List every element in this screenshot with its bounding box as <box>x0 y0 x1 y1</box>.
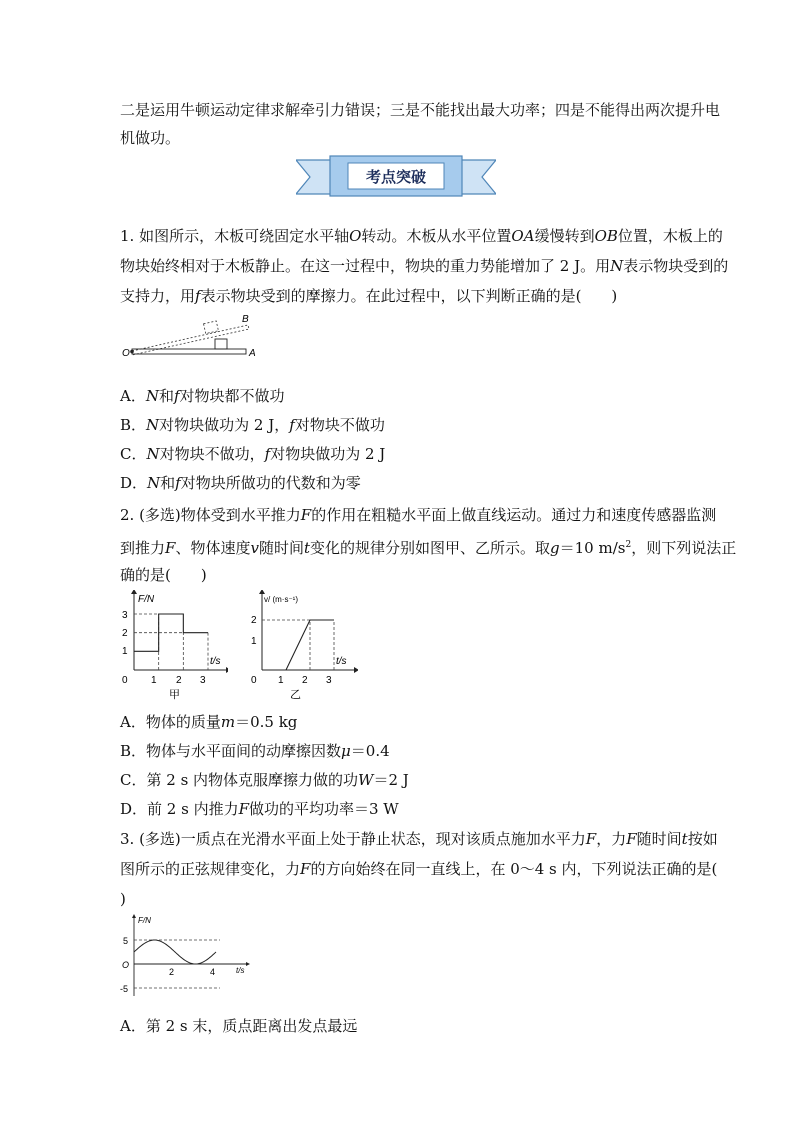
x-tick-2: 2 <box>169 967 175 977</box>
label-a: A <box>249 348 256 359</box>
y-tick-2: 2 <box>251 615 257 626</box>
q2-line-3: 确的是( ) <box>120 566 207 584</box>
x-tick-1: 1 <box>278 675 284 686</box>
velocity-series-line <box>262 620 334 670</box>
banner-label: 考点突破 <box>365 168 427 186</box>
guide-lines <box>134 614 208 670</box>
pivot-point <box>130 350 134 354</box>
q2-line-1: 2. (多选)物体受到水平推力F的作用在粗糙水平面上做直线运动。通过力和速度传感器监测 <box>120 506 717 524</box>
q2-line-2: 到推力F、物体速度v随时间t变化的规律分别如图甲、乙所示。取g＝10 $m/s^2$，则下列说法正 <box>120 539 737 557</box>
x-tick-0: 0 <box>122 675 128 686</box>
x-axis-label: t/s <box>236 966 245 975</box>
q1-option-d: D．N和f对物块所做功的代数和为零 <box>120 474 361 492</box>
q1-option-a: A．N和f对物块都不做功 <box>120 387 285 405</box>
q2-option-b: B．物体与水平面间的动摩擦因数μ＝0.4 <box>120 742 390 760</box>
y-tick-1: 1 <box>251 636 257 647</box>
q1-option-c: C．N对物块不做功，f对物块做功为 2 J <box>120 445 386 463</box>
x-tick-4: 4 <box>210 967 216 977</box>
q1-option-b: B．N对物块做功为 2 J，f对物块不做功 <box>120 416 385 434</box>
intro-line-1: 二是运用牛顿运动定律求解牵引力错误；三是不能找出最大功率；四是不能得出两次提升电 <box>120 101 721 119</box>
block-on-oa <box>215 339 227 349</box>
q2-option-c: C．第 2 s 内物体克服摩擦力做的功W＝2 J <box>120 771 409 789</box>
board-ob-outline <box>132 325 249 355</box>
x-tick-3: 3 <box>326 675 332 686</box>
y-tick-5: 5 <box>123 936 129 946</box>
intro-line-2: 机做功。 <box>120 129 181 147</box>
chart-caption: 甲 <box>169 689 180 700</box>
chart-velocity-time <box>248 590 358 700</box>
x-tick-2: 2 <box>176 675 182 686</box>
y-tick-2: 2 <box>122 628 128 639</box>
y-axis-label: F/N <box>138 916 151 925</box>
q3-option-a: A．第 2 s 末，质点距离出发点最远 <box>120 1017 358 1035</box>
x-axis-label: t/s <box>210 656 221 667</box>
y-axis-label: F/N <box>138 594 155 605</box>
x-tick-0: 0 <box>251 675 257 686</box>
q3-line-2: 图所示的正弦规律变化，力F的方向始终在同一直线上，在 0～4 s 内，下列说法正确的是( <box>120 860 718 878</box>
q2-option-d: D．前 2 s 内推力F做功的平均功率＝3 W <box>120 800 399 818</box>
x-axis-label: t/s <box>336 656 347 667</box>
q3-line-1: 3. (多选)一质点在光滑水平面上处于静止状态，现对该质点施加水平力F，力F随时间t按如 <box>120 830 718 848</box>
label-b: B <box>242 314 249 325</box>
chart-sine-force <box>118 912 254 1000</box>
block-on-ob <box>204 321 219 334</box>
y-tick-3: 3 <box>122 610 128 621</box>
q1-board-figure <box>118 310 268 362</box>
y-tick-1: 1 <box>122 646 128 657</box>
q2-option-a: A．物体的质量m＝0.5 kg <box>120 713 298 731</box>
q3-line-3: ) <box>120 890 126 908</box>
q1-line-1: 1. 如图所示，木板可绕固定水平轴O转动。木板从水平位置OA缓慢转到OB位置，木板上的 <box>120 227 723 245</box>
section-banner <box>296 154 496 202</box>
y-axis-label: v/ (m·s⁻¹) <box>264 595 298 604</box>
q1-line-3: 支持力，用f表示物块受到的摩擦力。在此过程中，以下判断正确的是( ) <box>120 287 618 305</box>
q1-line-2: 物块始终相对于木板静止。在这一过程中，物块的重力势能增加了 2 J。用N表示物块受到的 <box>120 257 729 275</box>
x-tick-3: 3 <box>200 675 206 686</box>
chart-caption: 乙 <box>290 689 301 700</box>
x-tick-1: 1 <box>151 675 157 686</box>
label-o: O <box>122 348 130 359</box>
sine-series-line <box>134 940 216 964</box>
chart-force-time <box>118 590 228 700</box>
y-tick-neg5: -5 <box>120 984 129 994</box>
origin-label: O <box>122 960 130 970</box>
x-tick-2: 2 <box>302 675 308 686</box>
